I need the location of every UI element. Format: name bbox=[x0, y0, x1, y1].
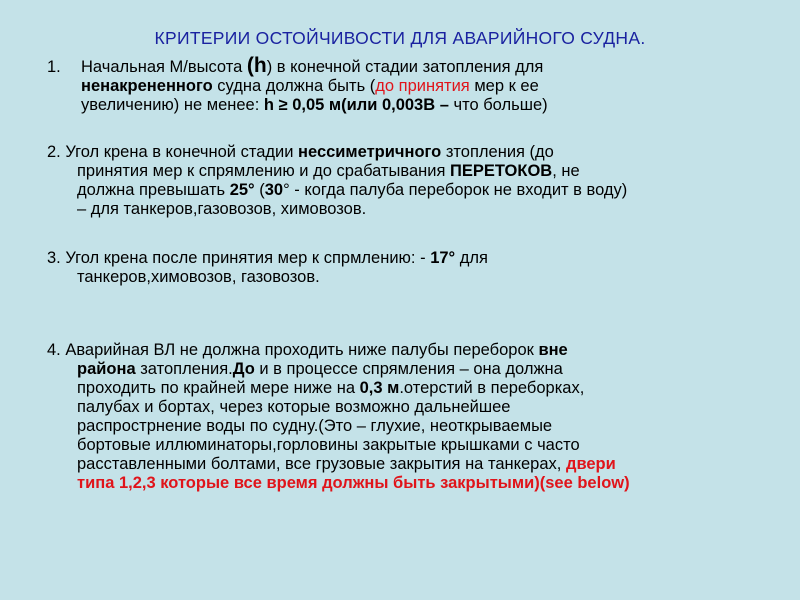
text: и в процессе спрямления – она должна bbox=[254, 360, 563, 378]
bold-value: 25° bbox=[229, 181, 255, 199]
text: , не bbox=[552, 162, 580, 180]
text: 2. Угол крена в конечной стадии bbox=[47, 143, 299, 161]
criterion-4-line-7 bbox=[47, 455, 767, 474]
bold-term: района bbox=[77, 360, 136, 378]
text: расставленными болтами, все грузовые закрытия на танкерах, bbox=[77, 455, 566, 473]
bold-term: вне bbox=[538, 341, 568, 359]
criterion-4-line-3 bbox=[47, 379, 767, 398]
text: ) в конечной стадии затопления для bbox=[266, 58, 544, 76]
red-emphasis: двери bbox=[565, 455, 616, 473]
criterion-2-line-2 bbox=[47, 162, 767, 181]
criterion-4-line-4: палубах и бортах, через которые возможно дальнейшее bbox=[77, 398, 511, 416]
criterion-1-line-3 bbox=[81, 96, 767, 115]
bold-value: 17° bbox=[430, 249, 456, 267]
criterion-4-line-5: распрострнение воды по судну.(Это – глухие, неоткрываемые bbox=[77, 417, 553, 435]
bold-value: 30 bbox=[264, 181, 284, 199]
text: ° - когда палуба переборок не входит в воду) bbox=[283, 181, 628, 199]
text: Начальная М/высота bbox=[81, 58, 247, 76]
slide-title: КРИТЕРИИ ОСТОЙЧИВОСТИ ДЛЯ АВАРИЙНОГО СУДНА. bbox=[154, 28, 646, 48]
criterion-2-line-4: – для танкеров,газовозов, химовозов. bbox=[77, 200, 367, 218]
criterion-2-line-3 bbox=[47, 181, 767, 200]
bold-term: ненакрененного bbox=[81, 77, 213, 95]
text: мер к ее bbox=[469, 77, 539, 95]
bold-value: 0,3 м bbox=[359, 379, 400, 397]
text: принятия мер к спрямлению и до срабатывания bbox=[77, 162, 450, 180]
criterion-4-line-6: бортовые иллюминаторы,горловины закрытые крышками с часто bbox=[77, 436, 580, 454]
criterion-3-line-1 bbox=[47, 249, 767, 268]
text: .отерстий в переборках, bbox=[399, 379, 585, 397]
criterion-3-line-2: танкеров,химовозов, газовозов. bbox=[77, 268, 320, 286]
criterion-4-line-2 bbox=[47, 360, 767, 379]
criterion-1-line-2 bbox=[81, 77, 767, 96]
text: зтопления (до bbox=[441, 143, 554, 161]
criterion-4 bbox=[47, 341, 767, 493]
criterion-4-line-1 bbox=[47, 341, 767, 360]
text: 4. Аварийная ВЛ не должна проходить ниже палубы переборок bbox=[47, 341, 539, 359]
symbol-h: (h bbox=[246, 54, 267, 77]
text: увеличению) не менее: bbox=[81, 96, 264, 114]
text: что больше) bbox=[448, 96, 548, 114]
red-emphasis: типа 1,2,3 которые все время должны быть закрытыми)(see below) bbox=[77, 474, 630, 492]
criterion-2-line-1 bbox=[47, 143, 767, 162]
bold-term: нессиметричного bbox=[298, 143, 442, 161]
criterion-4-line-8 bbox=[47, 474, 767, 493]
criterion-2 bbox=[47, 143, 767, 219]
red-emphasis: до принятия bbox=[375, 77, 470, 95]
bold-term: До bbox=[232, 360, 255, 378]
criterion-1-line-1 bbox=[81, 54, 767, 77]
text: судна должна быть ( bbox=[212, 77, 376, 95]
text: затопления. bbox=[135, 360, 233, 378]
criterion-3 bbox=[47, 249, 767, 287]
text: должна превышать bbox=[77, 181, 230, 199]
text: 3. Угол крена после принятия мер к спрмлению: - bbox=[47, 249, 431, 267]
criterion-1 bbox=[47, 54, 767, 115]
bold-term: ПЕРЕТОКОВ bbox=[450, 162, 553, 180]
text: проходить по крайней мере ниже на bbox=[77, 379, 360, 397]
criterion-1-number: 1. bbox=[47, 58, 61, 76]
text: ( bbox=[254, 181, 265, 199]
text: для bbox=[455, 249, 488, 267]
bold-formula: h ≥ 0,05 м(или 0,003В – bbox=[263, 96, 449, 114]
